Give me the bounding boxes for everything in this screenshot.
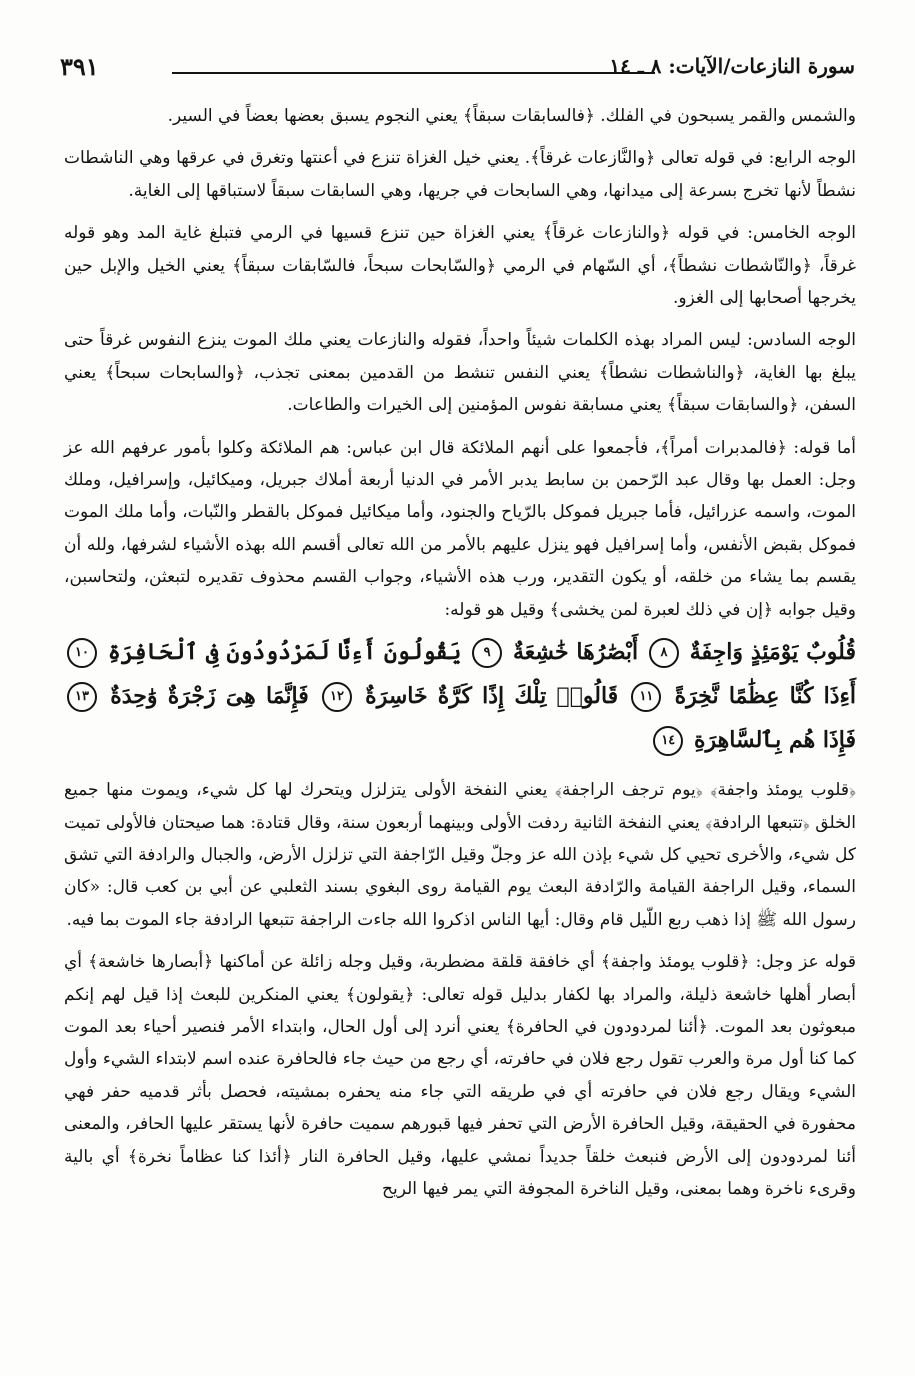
verse-text: قُلُوبٌ يَوْمَئِذٍ وَاجِفَةٌ <box>689 639 856 666</box>
verse-number-marker: ٩ <box>472 638 502 668</box>
verse-text: فَإِنَّمَا هِىَ زَجْرَةٌ وَٰحِدَةٌ <box>110 683 309 710</box>
verse-number-marker: ١٠ <box>67 638 97 668</box>
paragraph: الوجه الرابع: في قوله تعالى ﴿والنَّازعات غرقاً﴾. يعني خيل الغزاة تنزع في أعنتها وتغرق في عرقها وهي الناشطات نشطاً لأنها تخرج بسرعة إلى ميدانها، وهي السابحات في جريها، وهي السابقات سبقاً لاستباقها إلى الغاية. <box>64 148 856 201</box>
verse-text: أَبْصَٰرُهَا خَٰشِعَةٌ <box>512 639 639 666</box>
paragraph: الوجه الخامس: في قوله ﴿والنازعات غرقاً﴾ يعني الغزاة حين تنزع قسيها في الرمي فتبلغ غاية المد وهو قوله غرقاً، ﴿والنّاشطات نشطاً﴾، أي السّهام في الرمي ﴿والسّابحات سبحاً، فالسّابقات سبقاً﴾ يعني الخيل والإبل حين يخرجها أصحابها إلى الغزو. <box>64 223 856 309</box>
verse-number-marker: ٨ <box>649 638 679 668</box>
verse-number-marker: ١٣ <box>67 682 97 712</box>
page-header <box>60 52 855 86</box>
paragraph: أما قوله: ﴿فالمدبرات أمراً﴾، فأجمعوا على أنهم الملائكة قال ابن عباس: هم الملائكة وكلوا بأمور عرفهم الله عز وجل: العمل بها وقال عبد الرّحمن بن سابط يدبر الأمر في الدنيا أربعة أملاك جبريل، وميكائيل، وإسرافيل، وملك الموت، واسمه عزرائيل، فأما جبريل فموكل بالرّياح والجنود، وأما ميكائيل فموكل بالقطر والنّبات، وأما ملك الموت فموكل بقبض الأنفس، وأما إسرافيل فهو ينزل عليهم بالأمر من الله تعالى أقسم الله بهذه الأشياء لشرفها، ولله أن يقسم بما يشاء من خلقه، أو يكون التقدير، ورب هذه الأشياء، وجواب القسم محذوف تقديره لتبعثن، ولتحاسبن، وقيل جوابه ﴿إن في ذلك لعبرة لمن يخشى﴾ وقيل هو قوله: <box>64 437 856 620</box>
verse-text: أَءِذَا كُنَّا عِظَٰمًا نَّخِرَةً <box>674 683 857 710</box>
verse-number-marker: ١١ <box>631 682 661 712</box>
paragraph: قوله عز وجل: ﴿قلوب يومئذ واجفة﴾ أي خافقة قلقة مضطربة، وقيل وجله زائلة عن أماكنها ﴿أبصارها خاشعة﴾ أي أبصار أهلها خاشعة ذليلة، والمراد بها لكفار بدليل قوله تعالى: ﴿يقولون﴾ يعني المنكرين للبعث إذا قيل لهم إنكم مبعوثون بعد الموت. ﴿أئنا لمردودون في الحافرة﴾ يعني أنرد إلى أول الحال، وابتداء الأمر فنصير أحياء بعد الموت كما كنا أول مرة والعرب تقول رجع فلان في حافرته، أي رجع من حيث جاء فالحافرة عنده اسم لابتداء الشيء وأول الشيء ويقال رجع فلان في حافرته أي في طريقه التي جاء منه يحفره بمشيته، فحصل بأثر قدميه حفر فهي محفورة في الحقيقة، وقيل الحافرة الأرض التي تحفر فيها قبورهم سميت حافرة لأنها يستقر عليها الحافر، والمعنى أئنا لمردودون إلى الأرض فنبعث خلقاً جديداً نمشي عليها، وقيل الحافرة النار ﴿أئذا كنا عظاماً نخرة﴾ أي بالية وقرىء ناخرة وهما بمعنى، وقيل الناخرة المجوفة التي يمر فيها الريح <box>64 952 856 1199</box>
verse-text: فَإِذَا هُم بِٱلسَّاهِرَةِ <box>693 727 856 754</box>
paragraph: الوجه السادس: ليس المراد بهذه الكلمات شيئاً واحداً، فقوله والنازعات يعني ملك الموت ينزع النفوس غرقاً حتى يبلغ بها الغاية، ﴿والناشطات نشطاً﴾ يعني النفس تنشط من القدمين بمعنى تجذب، ﴿والسابحات سبحاً﴾ يعني السفن، ﴿والسابقات سبقاً﴾ يعني مسابقة نفوس المؤمنين إلى الخيرات والطاعات. <box>64 330 856 416</box>
running-title: سورة النازعات/الآيات: ٨ ـ ١٤ <box>609 54 855 78</box>
verse-number-marker: ١٢ <box>322 682 352 712</box>
verse-text: يَقُولُونَ أَءِنَّا لَمَرْدُودُونَ فِى ٱلْحَافِرَةِ <box>107 639 462 666</box>
quran-verses-block <box>64 630 856 762</box>
body-text <box>64 100 856 1215</box>
verse-text: قَالُوا۟ تِلْكَ إِذًا كَرَّةٌ خَاسِرَةٌ <box>365 683 619 710</box>
page-number: ٣٩١ <box>60 52 99 81</box>
header-rule <box>172 72 655 74</box>
paragraph: ﴿قلوب يومئذ واجفة﴾ ﴿يوم ترجف الراجفة﴾ يعني النفخة الأولى يتزلزل ويتحرك لها كل شيء، ويموت منها جميع الخلق ﴿تتبعها الرادفة﴾ يعني النفخة الثانية ردفت الأولى وبينهما أربعون سنة، وقال قتادة: هما صيحتان فالأولى تميت كل شيء، والأخرى تحيي كل شيء بإذن الله عز وجلّ وقيل الرّاجفة التي تزلزل الأرض، والجبال والرادفة التي تشق السماء، وقيل الراجفة القيامة والرّادفة البعث يوم القيامة روى البغوي بسند الثعلبي عن أبي بن كعب قال: «كان رسول الله ﷺ إذا ذهب ربع اللّيل قام وقال: أيها الناس اذكروا الله جاءت الراجفة تتبعها الرادفة جاء الموت بما فيه. <box>64 780 856 930</box>
paragraph: والشمس والقمر يسبحون في الفلك. ﴿فالسابقات سبقاً﴾ يعني النجوم يسبق بعضها بعضاً في السير. <box>167 106 856 126</box>
verse-number-marker: ١٤ <box>653 726 683 756</box>
